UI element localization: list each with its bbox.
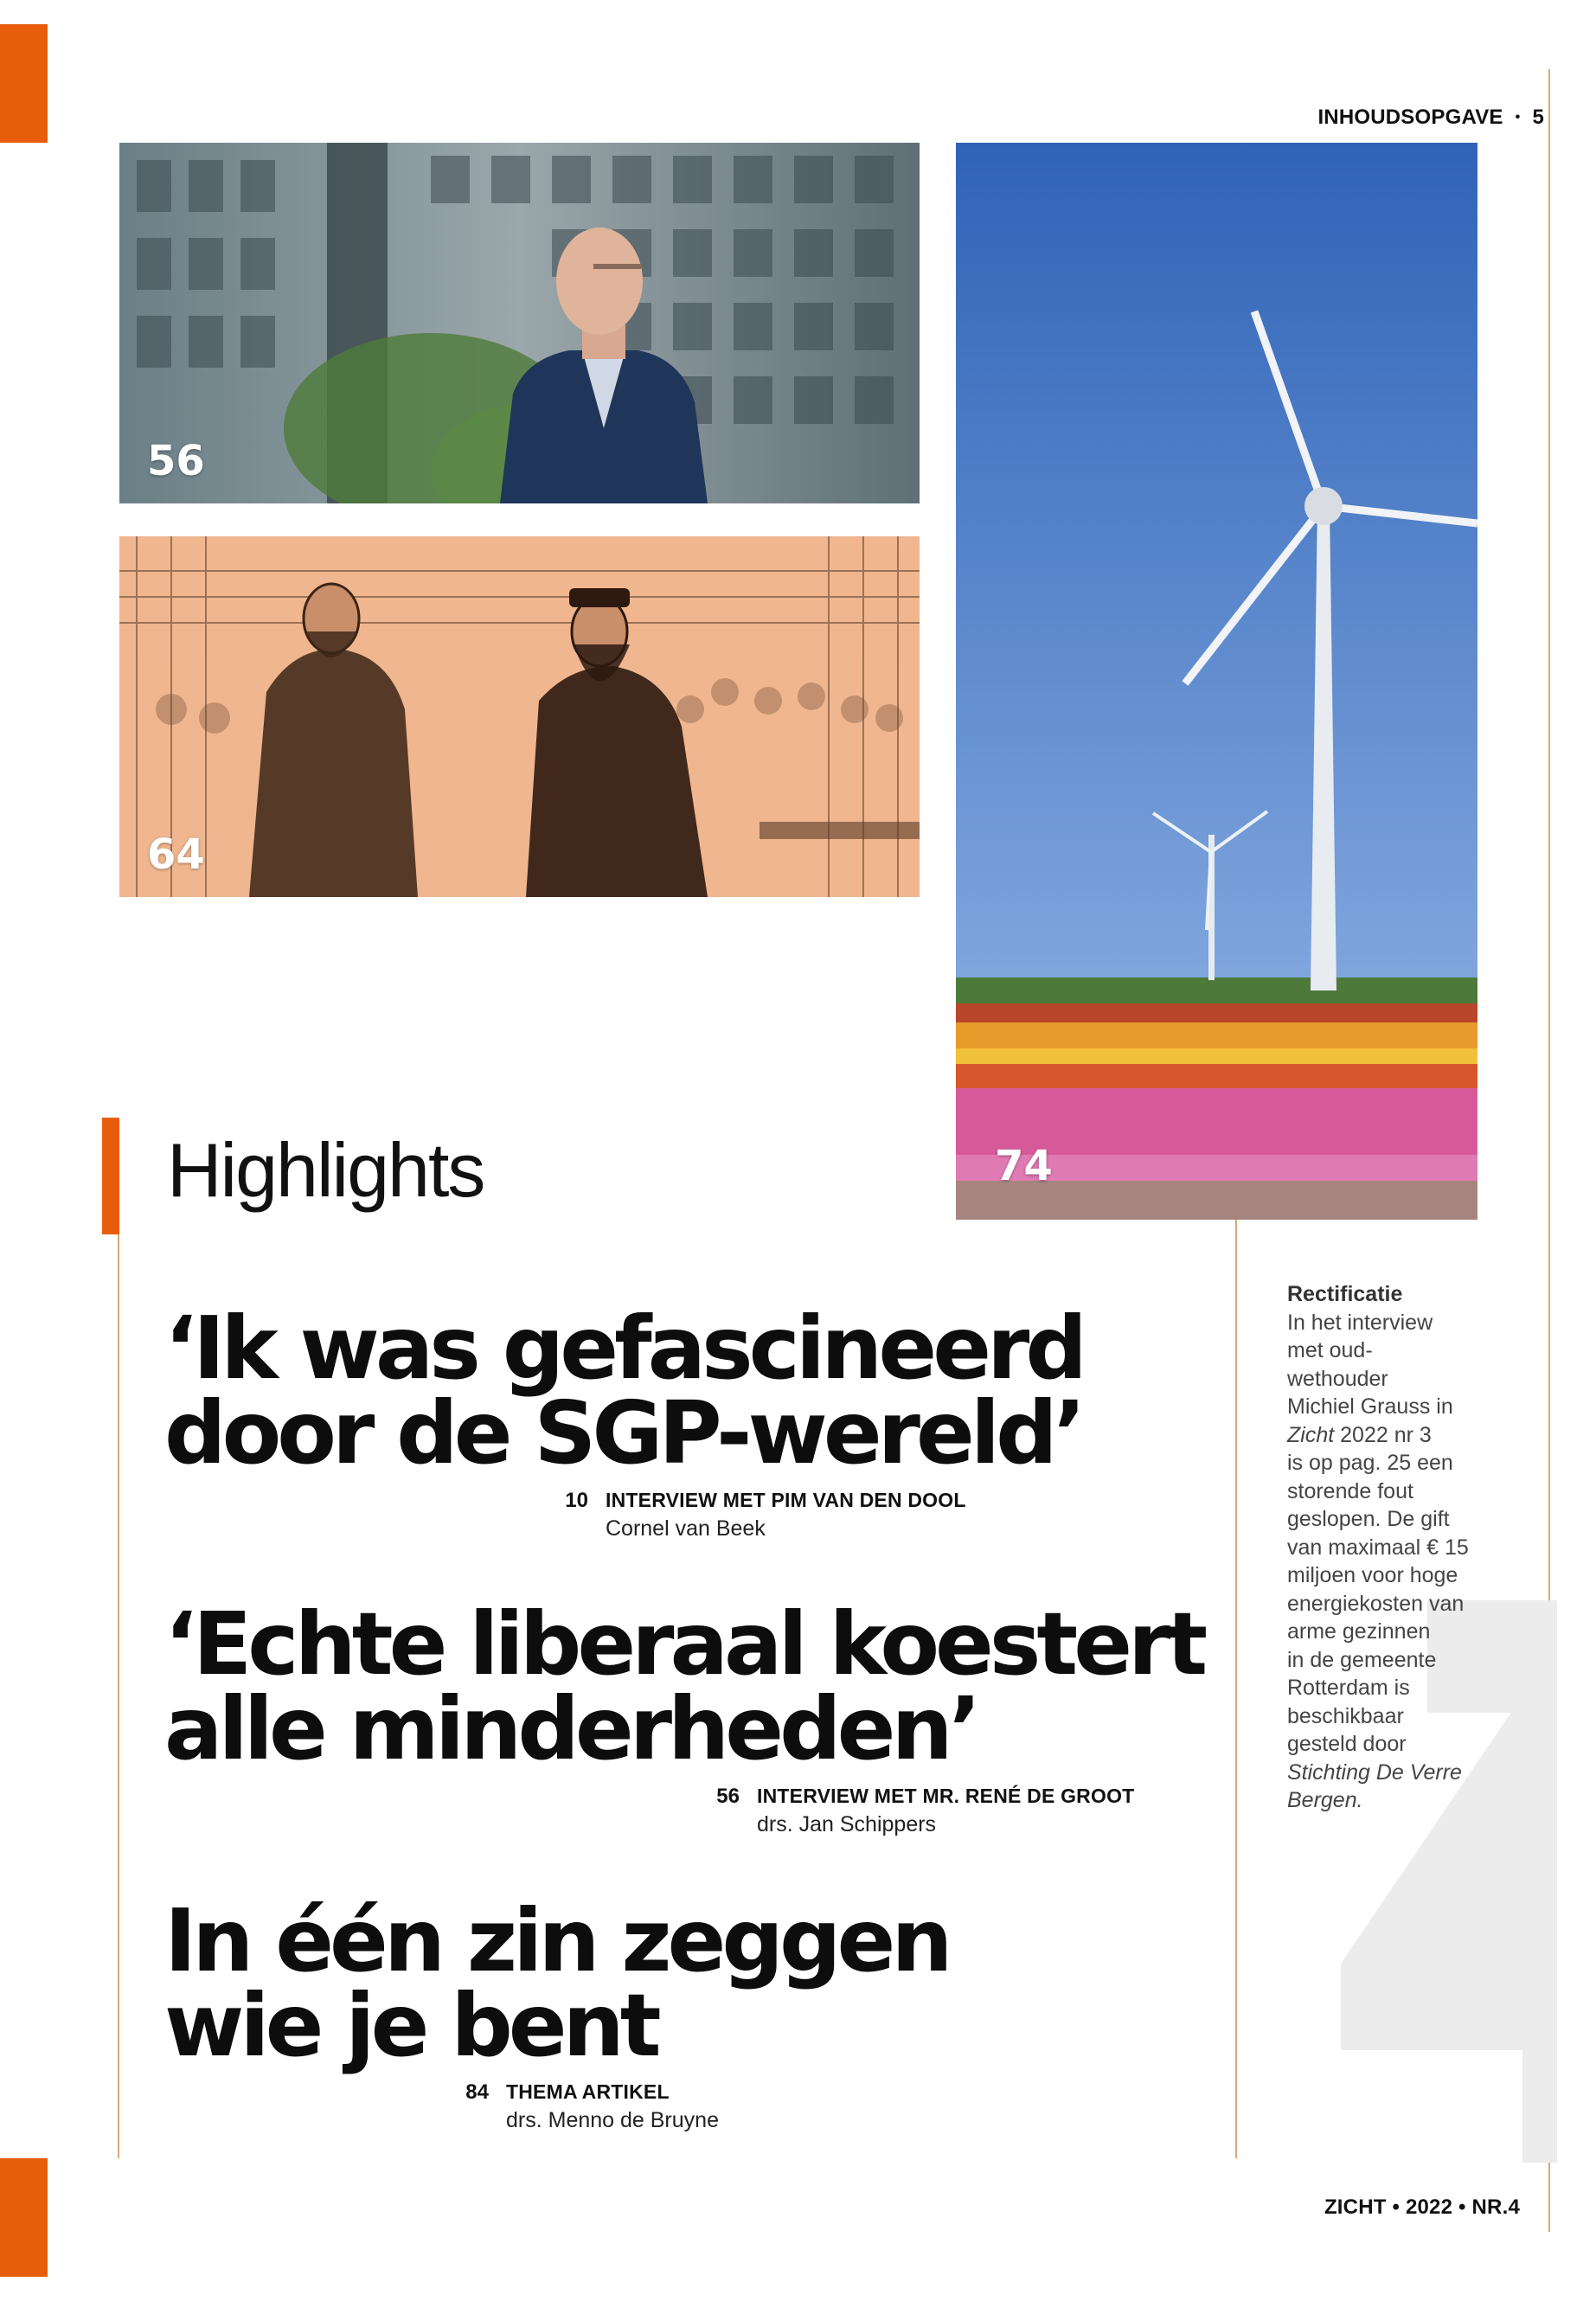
rectification-line: geslopen. De gift: [1287, 1507, 1450, 1531]
rectification-line: Zicht 2022 nr 3: [1287, 1422, 1432, 1447]
photo-engraving[interactable]: [119, 536, 920, 897]
story-page-number[interactable]: 56: [716, 1785, 740, 1808]
rectification-line: arme gezinnen: [1287, 1619, 1431, 1644]
story-page-number[interactable]: 10: [565, 1489, 588, 1512]
wind-turbines-image: [956, 143, 1477, 1220]
magazine-title: ZICHT: [1324, 2195, 1387, 2219]
footer-separator: •: [1458, 2195, 1466, 2219]
rectification-line: storende fout: [1287, 1478, 1413, 1503]
story-author: Cornel van Beek: [606, 1516, 766, 1541]
story-page-number[interactable]: 84: [465, 2080, 489, 2104]
rectification-line: in de gemeente: [1287, 1647, 1437, 1672]
rectification-title: Rectificatie: [1287, 1282, 1403, 1306]
photo-wind-turbines[interactable]: [956, 143, 1477, 1220]
story-meta: [565, 1486, 966, 1543]
issue-year: 2022: [1405, 2195, 1453, 2219]
story-author: drs. Menno de Bruyne: [506, 2108, 719, 2132]
footer-separator: •: [1392, 2195, 1401, 2219]
photo-portrait[interactable]: [119, 143, 920, 503]
story-kicker: INTERVIEW MET PIM VAN DEN DOOL: [606, 1489, 966, 1511]
sidebar-divider-rule: [1235, 1220, 1237, 2158]
rectification-line: wethouder: [1287, 1366, 1388, 1391]
story-meta: [465, 2078, 719, 2135]
magazine-name: Zicht: [1287, 1422, 1335, 1447]
rectification-line: energiekosten van: [1287, 1591, 1465, 1616]
photo-page-label: 74: [995, 1142, 1053, 1190]
photo-page-label: 56: [147, 437, 205, 485]
rectification-line: Bergen.: [1287, 1788, 1363, 1812]
rectification-line: is op pag. 25 een: [1287, 1451, 1453, 1475]
story-author: drs. Jan Schippers: [757, 1812, 937, 1836]
portrait-image: [119, 143, 920, 503]
story-kicker: INTERVIEW MET MR. RENÉ DE GROOT: [757, 1785, 1135, 1807]
rectification-line: van maximaal € 15: [1287, 1535, 1469, 1560]
rectification-line: met oud-: [1287, 1338, 1373, 1362]
rectification-line: Rotterdam is: [1287, 1676, 1410, 1700]
page-footer: [1324, 2195, 1520, 2220]
engraving-image: [119, 536, 920, 897]
page-header: [1317, 106, 1544, 130]
story-kicker: THEMA ARTIKEL: [506, 2080, 670, 2103]
top-edge-tab: [0, 24, 48, 143]
story-meta: [716, 1782, 1135, 1839]
issue-number: NR.4: [1471, 2195, 1520, 2219]
rectification-line: gesteld door: [1287, 1732, 1407, 1756]
story-title[interactable]: ‘Ik was gefascineerd door de SGP-wereld’: [164, 1298, 1083, 1484]
rectification-box: [1287, 1280, 1495, 1815]
story-title[interactable]: In één zin zeggen wie je bent: [164, 1890, 949, 2076]
rectification-line: Stichting De Verre: [1287, 1759, 1462, 1785]
rectification-line: Michiel Grauss in: [1287, 1394, 1453, 1419]
page-number: 5: [1532, 106, 1544, 129]
story-title[interactable]: ‘Echte liberaal koestert alle minderheden’: [164, 1593, 1204, 1779]
rectification-line: beschikbaar: [1287, 1703, 1404, 1728]
header-separator: •: [1515, 110, 1521, 125]
highlights-accent-bar: [102, 1118, 119, 1234]
highlights-heading: Highlights: [167, 1127, 484, 1213]
photo-page-label: 64: [147, 830, 205, 879]
rectification-line: In het interview: [1287, 1310, 1433, 1335]
section-title: INHOUDSOPGAVE: [1317, 106, 1503, 129]
rectification-line: miljoen voor hoge: [1287, 1563, 1458, 1587]
highlights-left-rule: [118, 1228, 119, 2158]
bottom-edge-tab: [0, 2158, 48, 2277]
